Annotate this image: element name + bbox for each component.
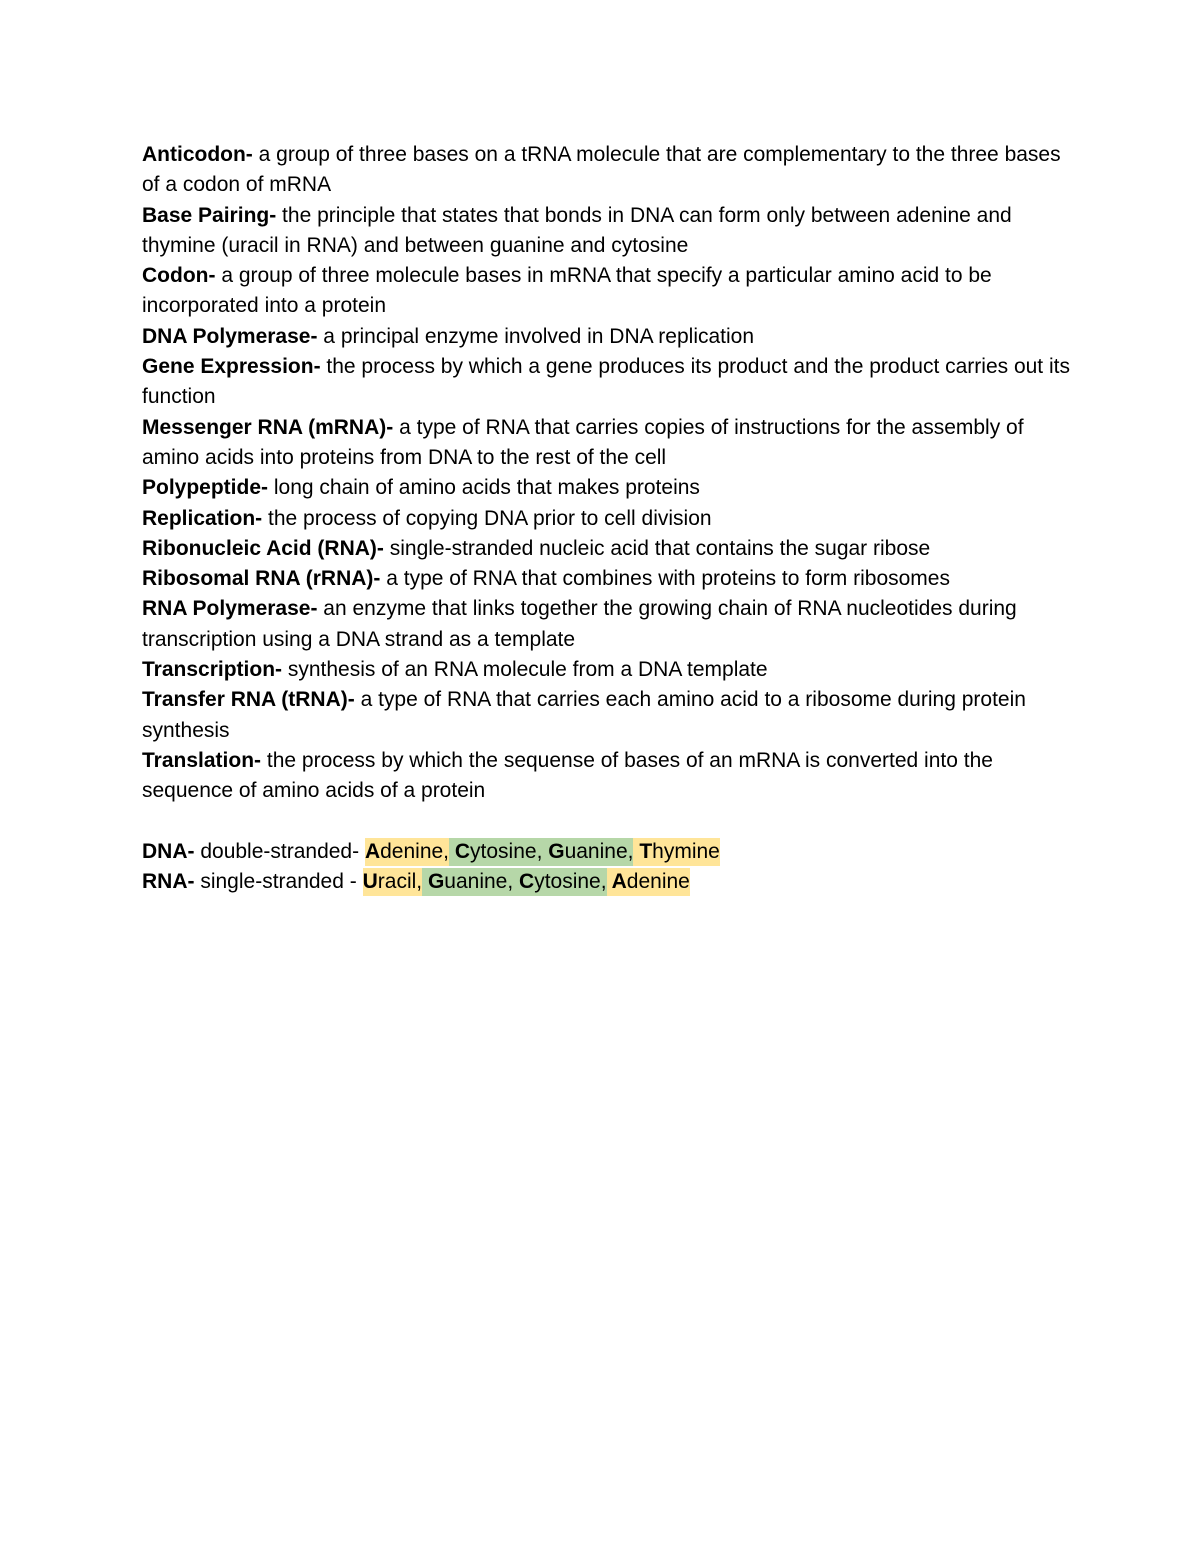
- glossary-term: Messenger RNA (mRNA)-: [142, 415, 394, 439]
- glossary-entry: [142, 685, 1072, 746]
- document-body: [142, 140, 1072, 897]
- base-name-rest: racil,: [377, 869, 423, 893]
- rna-bases-line: [142, 867, 1072, 897]
- glossary-entry: [142, 746, 1072, 807]
- base-name-rest: ytosine,: [534, 869, 607, 893]
- base-initial: A: [606, 869, 627, 893]
- glossary-term: Translation-: [142, 748, 262, 772]
- glossary-term: Transcription-: [142, 658, 283, 682]
- glossary-term: Replication-: [142, 506, 263, 530]
- base-name-rest: ytosine,: [470, 839, 543, 863]
- glossary-entry: [142, 504, 1072, 534]
- glossary-term: RNA Polymerase-: [142, 597, 318, 621]
- base-initial: C: [449, 839, 471, 863]
- glossary-term: Transfer RNA (tRNA)-: [142, 688, 355, 712]
- glossary-term: Codon-: [142, 264, 216, 288]
- base-adenine: [607, 868, 690, 896]
- glossary-term: Ribosomal RNA (rRNA)-: [142, 567, 381, 591]
- base-uracil: [363, 868, 423, 896]
- glossary-definition: a group of three molecule bases in mRNA that specify a particular amino acid to be incorporated into a protein: [142, 264, 992, 318]
- base-initial: G: [422, 869, 445, 893]
- glossary-definition: the process of copying DNA prior to cell division: [262, 506, 712, 530]
- blank-line: [142, 807, 1072, 837]
- base-cytosine: [513, 868, 606, 896]
- base-guanine: [542, 838, 633, 866]
- glossary-definition: a type of RNA that carries copies of instructions for the assembly of amino acids into proteins from DNA to the rest of the cell: [142, 415, 1024, 469]
- glossary-term: Ribonucleic Acid (RNA)-: [142, 536, 384, 560]
- glossary-term: Gene Expression-: [142, 355, 321, 379]
- glossary-term: DNA Polymerase-: [142, 324, 318, 348]
- glossary-definition: a principal enzyme involved in DNA replication: [317, 324, 755, 348]
- base-initial: U: [362, 869, 378, 893]
- base-initial: C: [513, 869, 535, 893]
- glossary-term: Base Pairing-: [142, 203, 277, 227]
- glossary-entry: [142, 140, 1072, 201]
- base-cytosine: [449, 838, 542, 866]
- glossary-entry: [142, 564, 1072, 594]
- glossary-entry: [142, 261, 1072, 322]
- glossary-entry: [142, 655, 1072, 685]
- glossary-entry: [142, 413, 1072, 474]
- glossary-definition: the process by which the sequense of bases of an mRNA is converted into the sequence of amino acids of a protein: [142, 748, 993, 803]
- rna-term: RNA-: [142, 869, 195, 893]
- glossary-entry: [142, 534, 1072, 564]
- base-thymine: [633, 838, 719, 866]
- glossary-definition: an enzyme that links together the growing chain of RNA nucleotides during transcription using a DNA strand as a template: [142, 597, 1017, 651]
- glossary-entry: [142, 201, 1072, 262]
- glossary-entry: [142, 322, 1072, 352]
- dna-term: DNA-: [142, 839, 195, 863]
- dna-bases-line: [142, 837, 1072, 867]
- base-initial: T: [633, 839, 653, 863]
- base-name-rest: denine,: [380, 839, 450, 863]
- dna-strand-type: double-stranded-: [194, 839, 365, 863]
- glossary-definition: single-stranded nucleic acid that contains the sugar ribose: [383, 536, 931, 560]
- base-initial: G: [542, 839, 565, 863]
- glossary-definition: a type of RNA that combines with proteins to form ribosomes: [380, 567, 950, 591]
- base-initial: A: [364, 839, 381, 863]
- glossary-entry: [142, 594, 1072, 655]
- glossary-entry: [142, 473, 1072, 503]
- base-name-rest: hymine: [652, 839, 720, 863]
- glossary-definition: a type of RNA that carries each amino acid to a ribosome during protein synthesis: [142, 688, 1026, 742]
- glossary-term: Polypeptide-: [142, 476, 269, 500]
- base-adenine: [365, 838, 449, 866]
- glossary-definition: a group of three bases on a tRNA molecule that are complementary to the three bases of a codon of mRNA: [142, 143, 1061, 197]
- glossary-definition: long chain of amino acids that makes proteins: [268, 476, 700, 500]
- base-name-rest: denine: [626, 869, 690, 893]
- glossary-term: Anticodon-: [142, 143, 253, 166]
- glossary-entry: [142, 352, 1072, 413]
- base-guanine: [422, 868, 513, 896]
- base-name-rest: uanine,: [444, 869, 514, 893]
- glossary-definition: synthesis of an RNA molecule from a DNA template: [282, 658, 768, 682]
- rna-strand-type: single-stranded -: [194, 869, 363, 893]
- glossary-definition: the principle that states that bonds in DNA can form only between adenine and thymine (uracil in RNA) and between guanine and cytosine: [142, 203, 1012, 257]
- base-name-rest: uanine,: [564, 839, 634, 863]
- glossary-definition: the process by which a gene produces its product and the product carries out its function: [142, 355, 1070, 409]
